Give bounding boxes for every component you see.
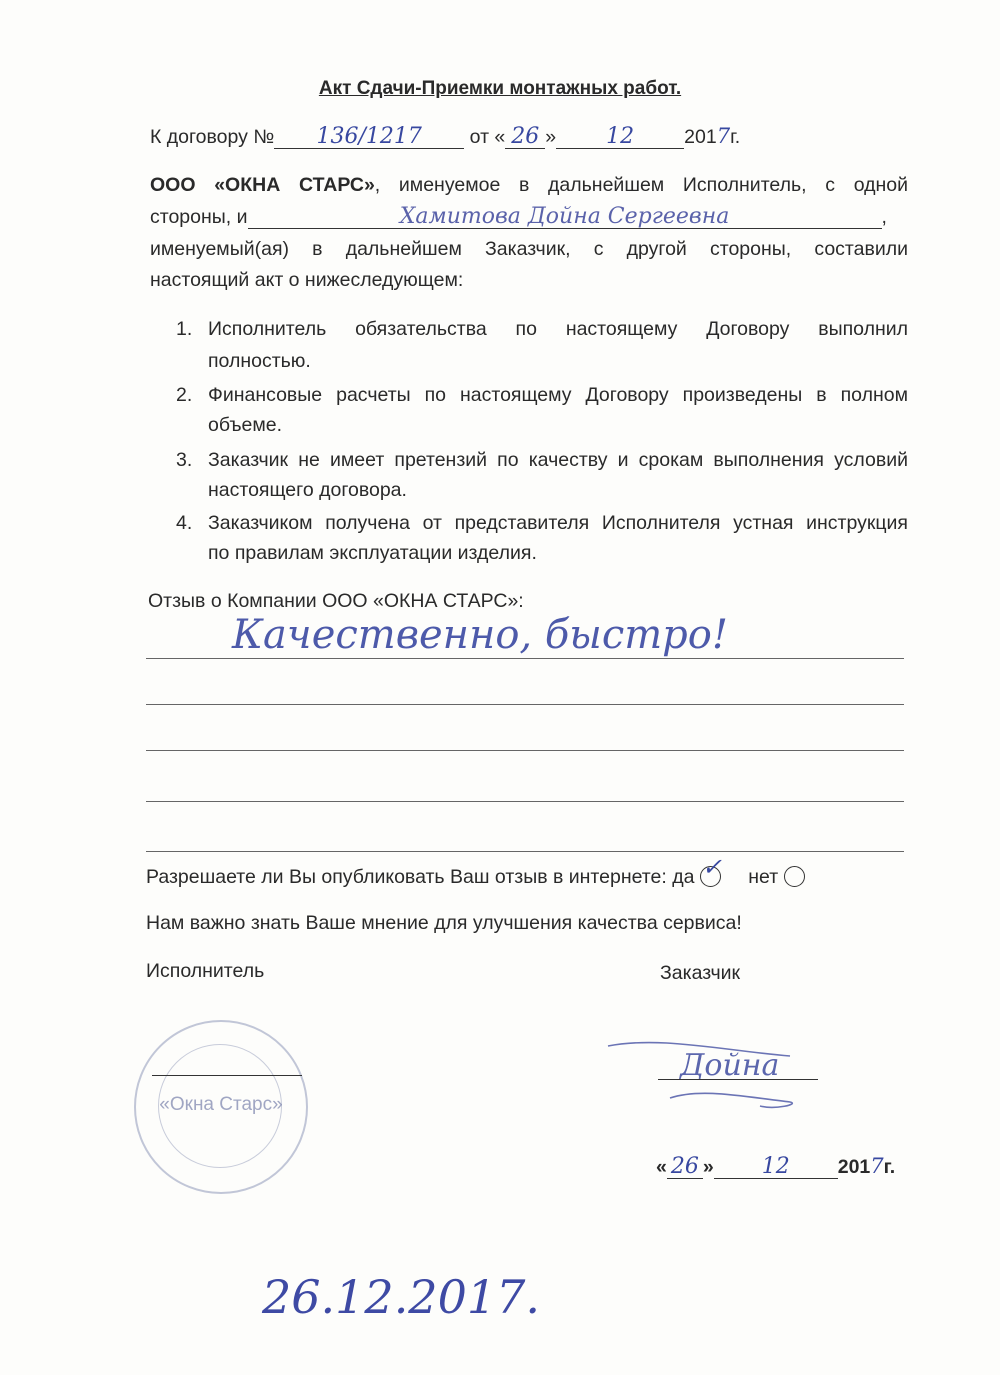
sign-date-open: «: [656, 1156, 667, 1178]
feedback-note: Нам важно знать Ваше мнение для улучшения качества сервиса!: [146, 912, 742, 934]
list-item-number: 1.: [176, 318, 193, 340]
list-item-text: Исполнитель обязательства по настоящему Договору выполнил: [208, 318, 908, 340]
company-name: ООО «ОКНА СТАРС»: [150, 174, 375, 196]
review-line: [146, 851, 904, 852]
customer-signature: Дойна: [680, 1048, 780, 1083]
customer-label: Заказчик: [660, 962, 741, 984]
stamp-text: «Окна Старс»: [159, 1094, 283, 1115]
publish-no-label: нет: [748, 866, 779, 888]
review-line: [146, 801, 904, 802]
review-label: Отзыв о Компании ООО «ОКНА СТАРС»:: [148, 590, 524, 612]
list-item: [176, 318, 908, 380]
list-item-number: 2.: [176, 384, 193, 406]
sign-date-month: 12: [714, 1156, 838, 1179]
contract-month: 12: [556, 126, 684, 149]
contract-day-close: »: [545, 126, 557, 148]
list-item-number: 4.: [176, 512, 193, 534]
review-line: [146, 658, 904, 659]
sign-date-year-prefix: 201: [837, 1156, 871, 1178]
list-item-text-cont: объеме.: [208, 414, 283, 436]
customer-name: Хамитова Дойна Сергеевна: [248, 206, 882, 229]
sign-date-close: »: [702, 1156, 714, 1178]
party-line-2-suffix: ,: [881, 206, 887, 228]
company-stamp: [134, 1020, 308, 1194]
document-title: Акт Сдачи-Приемки монтажных работ.: [318, 78, 682, 99]
contract-year-prefix: 201: [684, 126, 717, 148]
executor-label: Исполнитель: [146, 960, 265, 982]
sign-date-year-digit: 7: [870, 1154, 884, 1178]
sign-date-line: [656, 1154, 895, 1179]
publish-yes-checkbox[interactable]: [700, 853, 722, 887]
contract-number: 136/1217: [274, 126, 464, 149]
review-line: [146, 750, 904, 751]
list-item-text: Финансовые расчеты по настоящему Договору произведены в полном: [208, 384, 908, 406]
check-icon: ✓: [701, 853, 722, 881]
party-line-3: именуемый(ая) в дальнейшем Заказчик, с другой стороны, составили: [150, 238, 908, 260]
list-item-text-cont: полностью.: [208, 350, 311, 372]
review-text: Качественно, быстро!: [232, 612, 728, 658]
list-item: [176, 512, 908, 574]
contract-prefix: К договору №: [150, 126, 275, 148]
publish-question: Разрешаете ли Вы опубликовать Ваш отзыв в интернете: да: [146, 866, 695, 888]
party-line-2-prefix: стороны, и: [150, 206, 248, 228]
list-item: [176, 384, 908, 446]
review-line: [146, 704, 904, 705]
executor-signature-line: [152, 1075, 302, 1076]
list-item-text: Заказчиком получена от представителя Исполнителя устная инструкция: [208, 512, 908, 534]
signature-flourish-icon: [600, 1036, 850, 1116]
list-item-text: Заказчик не имеет претензий по качеству и срокам выполнения условий: [208, 449, 908, 471]
contract-day: 26: [505, 126, 545, 149]
list-item: [176, 449, 908, 511]
contract-year-digit: 7: [716, 124, 731, 148]
party-line-2: [150, 206, 908, 229]
contract-line: [150, 124, 740, 149]
party-line-1: [150, 174, 908, 197]
publish-no-checkbox[interactable]: [784, 866, 805, 887]
sign-date-day: 26: [667, 1156, 703, 1179]
party-line-4: настоящий акт о нижеследующем:: [150, 269, 464, 291]
party-line-1-rest: , именуемое в дальнейшем Исполнитель, с одной: [374, 174, 908, 196]
handwritten-date: 26.12.2017.: [262, 1270, 540, 1324]
sign-date-year-suffix: г.: [883, 1156, 896, 1178]
contract-year-suffix: г.: [730, 126, 741, 148]
list-item-number: 3.: [176, 449, 193, 471]
list-item-text-cont: настоящего договора.: [208, 479, 407, 501]
publish-question-line: [146, 853, 805, 889]
list-item-text-cont: по правилам эксплуатации изделия.: [208, 542, 537, 564]
contract-from: от «: [469, 126, 506, 148]
